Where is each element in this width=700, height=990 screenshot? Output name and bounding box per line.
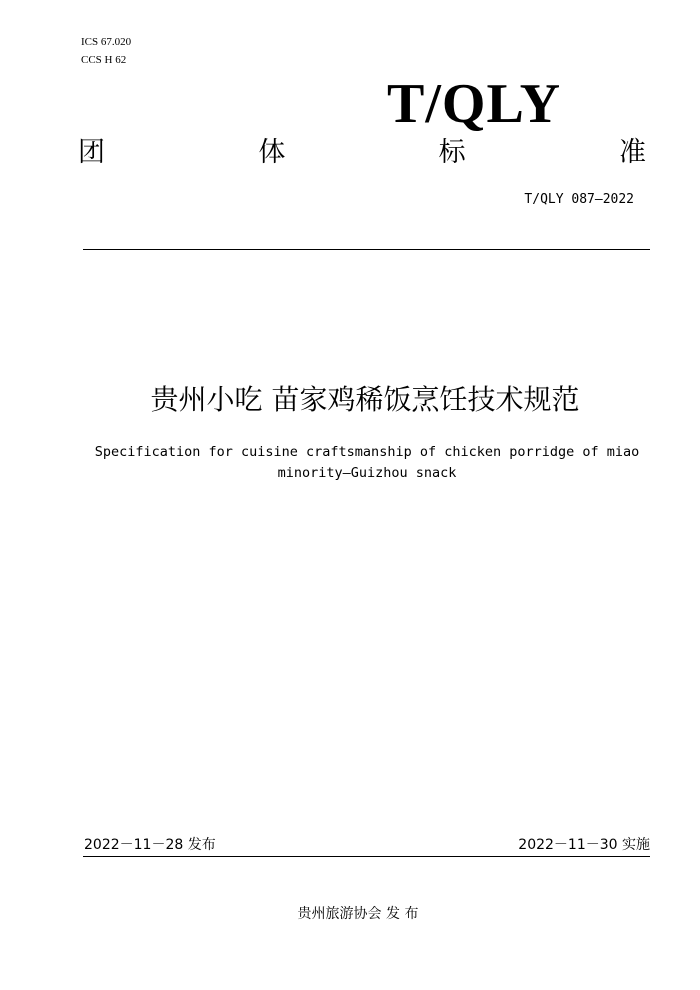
standard-type-char: 团 xyxy=(78,136,105,168)
document-title: 贵州小吃 苗家鸡稀饭烹饪技术规范 xyxy=(150,383,580,416)
english-title: Specification for cuisine craftsmanship of chicken porridge of miao minority—Guizhou snack xyxy=(94,444,640,481)
publish-date: 2022－11－28 发布 xyxy=(84,837,216,853)
standard-logo: T/QLY xyxy=(387,73,562,135)
standard-type-label xyxy=(78,135,646,169)
footer-divider xyxy=(83,856,650,857)
standard-type-char: 体 xyxy=(258,136,286,168)
standard-type-char: 标 xyxy=(438,136,466,168)
ccs-code: CCS H 62 xyxy=(81,54,127,66)
standard-type-char: 准 xyxy=(618,136,646,168)
header-divider xyxy=(83,249,650,250)
publisher-line: 贵州旅游协会 发 布 xyxy=(297,906,419,922)
implement-date: 2022－11－30 实施 xyxy=(518,837,650,853)
standard-number: T/QLY 087—2022 xyxy=(524,192,634,207)
ics-code: ICS 67.020 xyxy=(81,36,132,48)
